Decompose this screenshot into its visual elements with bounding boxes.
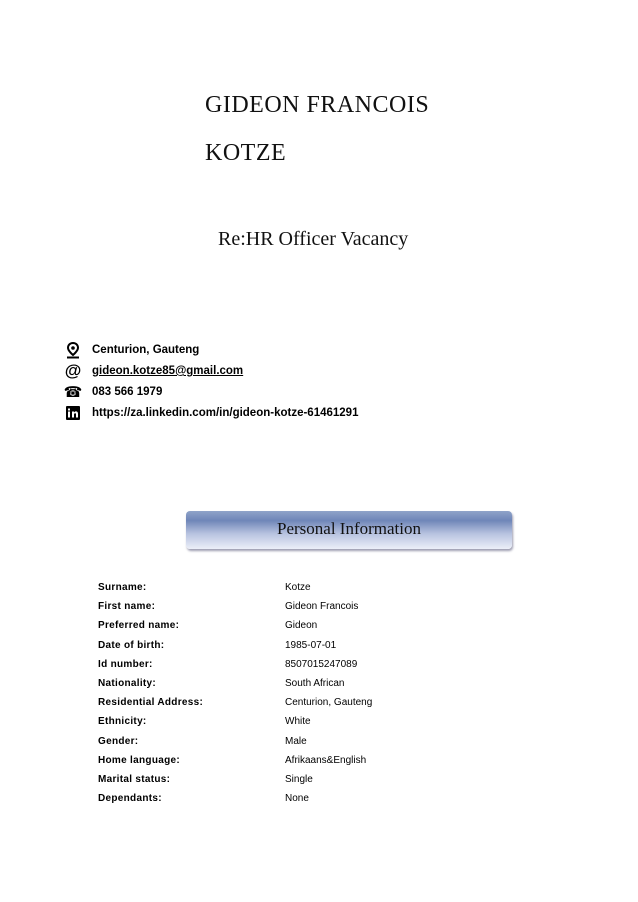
- info-value: White: [285, 716, 311, 727]
- contact-phone-text: 083 566 1979: [92, 386, 163, 398]
- name-line-2: KOTZE: [205, 140, 287, 166]
- info-value: None: [285, 793, 309, 804]
- info-row-gender: [98, 736, 498, 752]
- linkedin-url[interactable]: https://za.linkedin.com/in/gideon-kotze-61461291: [92, 407, 359, 419]
- info-label: Dependants:: [98, 793, 162, 804]
- info-label: Ethnicity:: [98, 716, 147, 727]
- info-value: Centurion, Gauteng: [285, 697, 373, 708]
- info-row-surname: [98, 582, 498, 598]
- info-row-ethnicity: [98, 716, 498, 732]
- info-value: South African: [285, 678, 345, 689]
- info-label: Nationality:: [98, 678, 157, 689]
- name-line-1: GIDEON FRANCOIS: [205, 92, 430, 118]
- contact-location: [64, 341, 199, 359]
- at-sign-icon: @: [64, 361, 82, 380]
- info-label: Date of birth:: [98, 640, 165, 651]
- info-value: Single: [285, 774, 313, 785]
- contact-linkedin[interactable]: [64, 404, 358, 422]
- contact-email[interactable]: [64, 362, 243, 380]
- info-row-nationality: [98, 678, 498, 694]
- info-label: Surname:: [98, 582, 147, 593]
- info-label: Marital status:: [98, 774, 171, 785]
- email-link[interactable]: gideon.kotze85@gmail.com: [92, 365, 244, 377]
- info-row-first-name: [98, 601, 498, 617]
- info-row-residential-address: [98, 697, 498, 713]
- section-banner: [186, 511, 512, 549]
- info-row-id-number: [98, 659, 498, 675]
- info-value: Gideon: [285, 620, 318, 631]
- info-label: Home language:: [98, 755, 180, 766]
- subject-line: Re:HR Officer Vacancy: [218, 228, 409, 250]
- info-label: Residential Address:: [98, 697, 204, 708]
- info-value: Afrikaans&English: [285, 755, 367, 766]
- section-title: Personal Information: [277, 519, 421, 538]
- info-row-marital-status: [98, 774, 498, 790]
- telephone-icon: ☎: [63, 384, 83, 401]
- info-value: Gideon Francois: [285, 601, 359, 612]
- contact-phone: [64, 383, 162, 401]
- info-value: 8507015247089: [285, 659, 358, 670]
- info-label: First name:: [98, 601, 156, 612]
- info-value: Kotze: [285, 582, 311, 593]
- info-label: Preferred name:: [98, 620, 180, 631]
- info-row-dependants: [98, 793, 498, 809]
- info-row-date-of-birth: [98, 640, 498, 656]
- info-label: Gender:: [98, 736, 139, 747]
- location-pin-icon: [64, 341, 82, 359]
- info-row-preferred-name: [98, 620, 498, 636]
- linkedin-icon: [64, 404, 82, 422]
- contact-location-text: Centurion, Gauteng: [92, 344, 200, 356]
- info-label: Id number:: [98, 659, 153, 670]
- info-value: Male: [285, 736, 307, 747]
- info-value: 1985-07-01: [285, 640, 337, 651]
- info-row-home-language: [98, 755, 498, 771]
